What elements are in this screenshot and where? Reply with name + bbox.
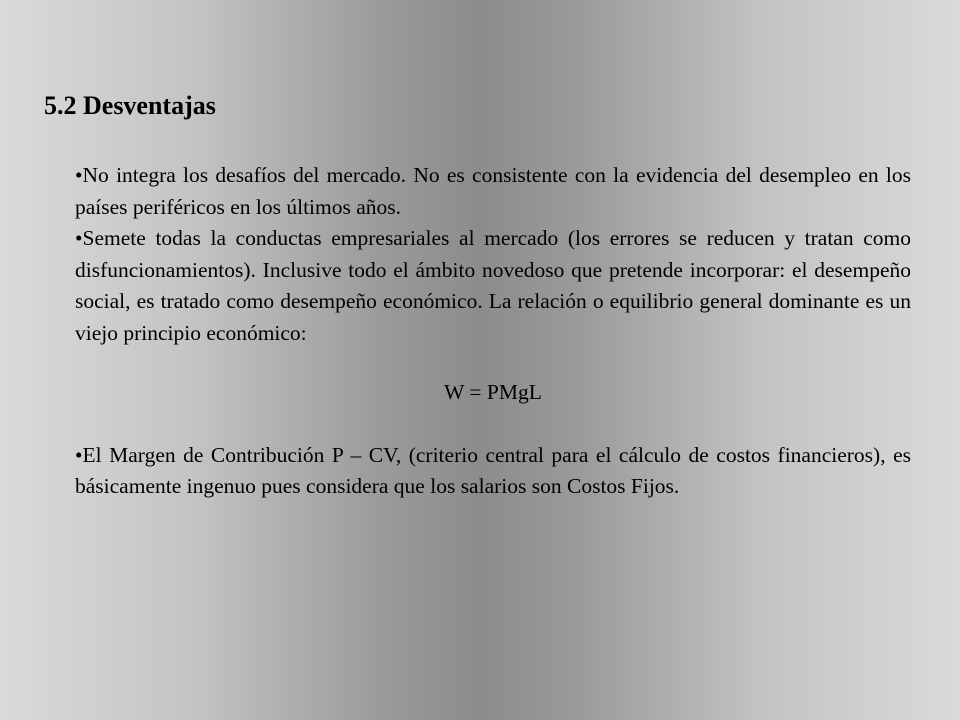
formula: W = PMgL: [444, 380, 542, 404]
bullet-text-2: Semete todas la conductas empresariales al mercado (los errores se reducen y tratan como disfuncionamientos). Inclusive todo el ámbito novedoso que pretende incorporar: el desempeño social, es tratado como desempeño económico. La relación o equilibrio general dominante es un viejo principio económico:: [75, 226, 911, 345]
bullet-marker: •: [75, 226, 83, 250]
bullet-text-3: El Margen de Contribución P – CV, (criterio central para el cálculo de costos financieros), es básicamente ingenuo pues considera que los salarios son Costos Fijos.: [75, 442, 911, 498]
bullet-paragraph-2: [75, 223, 911, 349]
bullet-paragraph-3: [75, 440, 911, 503]
bullet-marker: •: [75, 163, 83, 187]
slide-title: 5.2 Desventajas: [44, 91, 216, 120]
bullet-text-1: No integra los desafíos del mercado. No es consistente con la evidencia del desempleo en los países periféricos en los últimos años.: [75, 163, 911, 219]
bullet-paragraph-1: [75, 160, 911, 223]
slide-content: [75, 160, 911, 503]
bullet-marker: •: [75, 442, 83, 467]
